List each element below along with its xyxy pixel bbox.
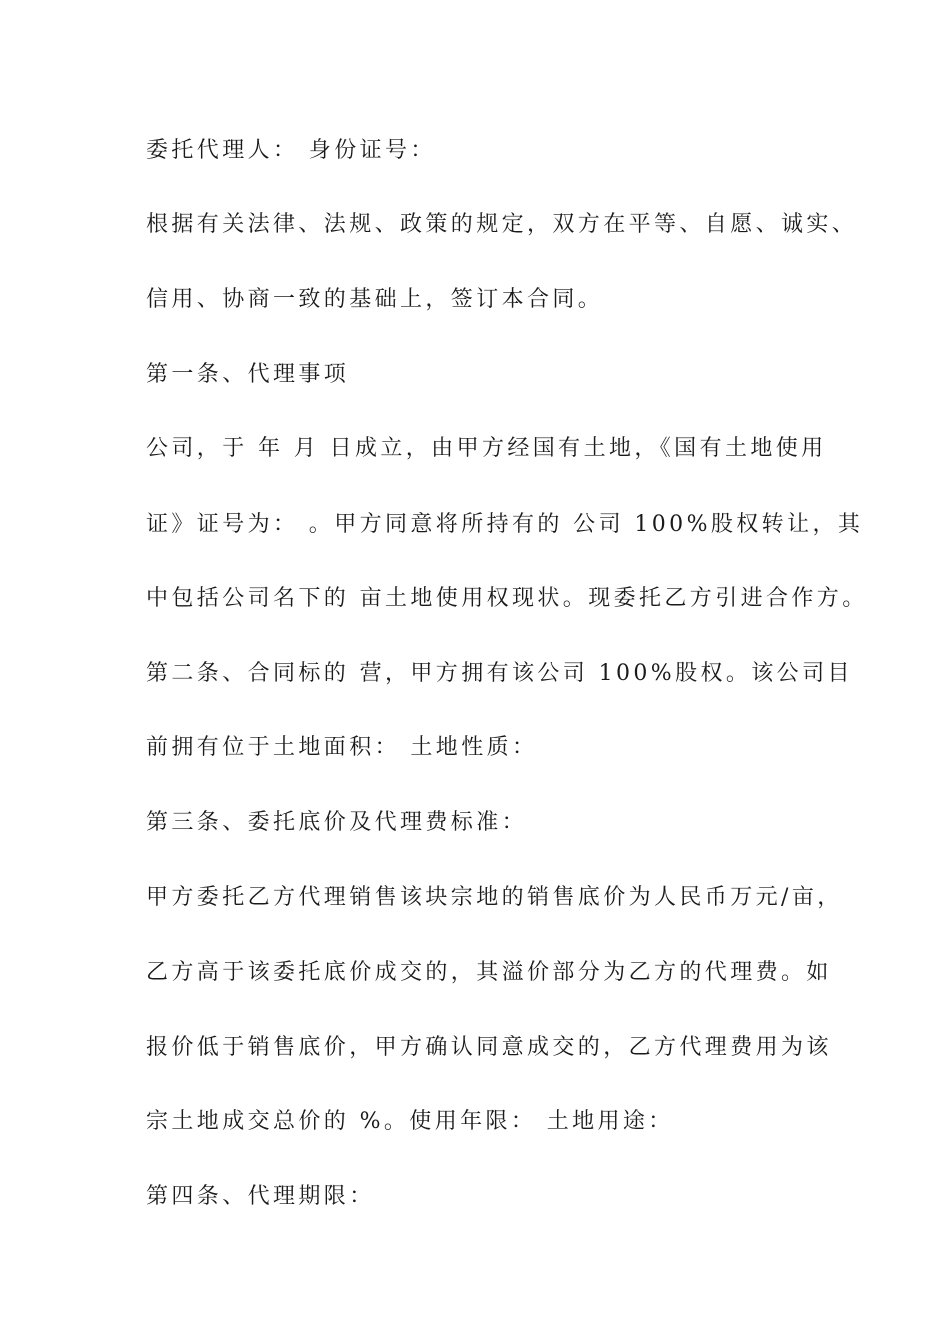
article-1-text-line-2: 证》证号为： 。甲方同意将所持有的 公司 100%股权转让，其 bbox=[146, 512, 864, 537]
article-1-heading: 第一条、代理事项 bbox=[146, 362, 350, 387]
article-2-heading-line: 第二条、合同标的 营，甲方拥有该公司 100%股权。该公司目 bbox=[146, 661, 853, 686]
article-3-text-line-3: 报价低于销售底价，甲方确认同意成交的，乙方代理费用为该 bbox=[146, 1035, 832, 1060]
preamble-line-1: 根据有关法律、法规、政策的规定，双方在平等、自愿、诚实、 bbox=[146, 212, 858, 237]
article-3-text-line-2: 乙方高于该委托底价成交的，其溢价部分为乙方的代理费。如 bbox=[146, 960, 832, 985]
article-2-text-line: 前拥有位于土地面积： 土地性质： bbox=[146, 735, 538, 760]
article-4-heading: 第四条、代理期限： bbox=[146, 1184, 375, 1209]
article-3-heading: 第三条、委托底价及代理费标准： bbox=[146, 810, 528, 835]
article-3-text-line-4: 宗土地成交总价的 %。使用年限： 土地用途： bbox=[146, 1109, 674, 1134]
preamble-line-2: 信用、协商一致的基础上，签订本合同。 bbox=[146, 287, 604, 312]
article-1-text-line-1: 公司，于 年 月 日成立，由甲方经国有土地，《国有土地使用 bbox=[146, 436, 827, 461]
article-3-text-line-1: 甲方委托乙方代理销售该块宗地的销售底价为人民币万元/亩， bbox=[146, 885, 843, 910]
agent-identity-line: 委托代理人： 身份证号： bbox=[146, 138, 436, 163]
article-1-text-line-3: 中包括公司名下的 亩土地使用权现状。现委托乙方引进合作方。 bbox=[146, 586, 868, 611]
